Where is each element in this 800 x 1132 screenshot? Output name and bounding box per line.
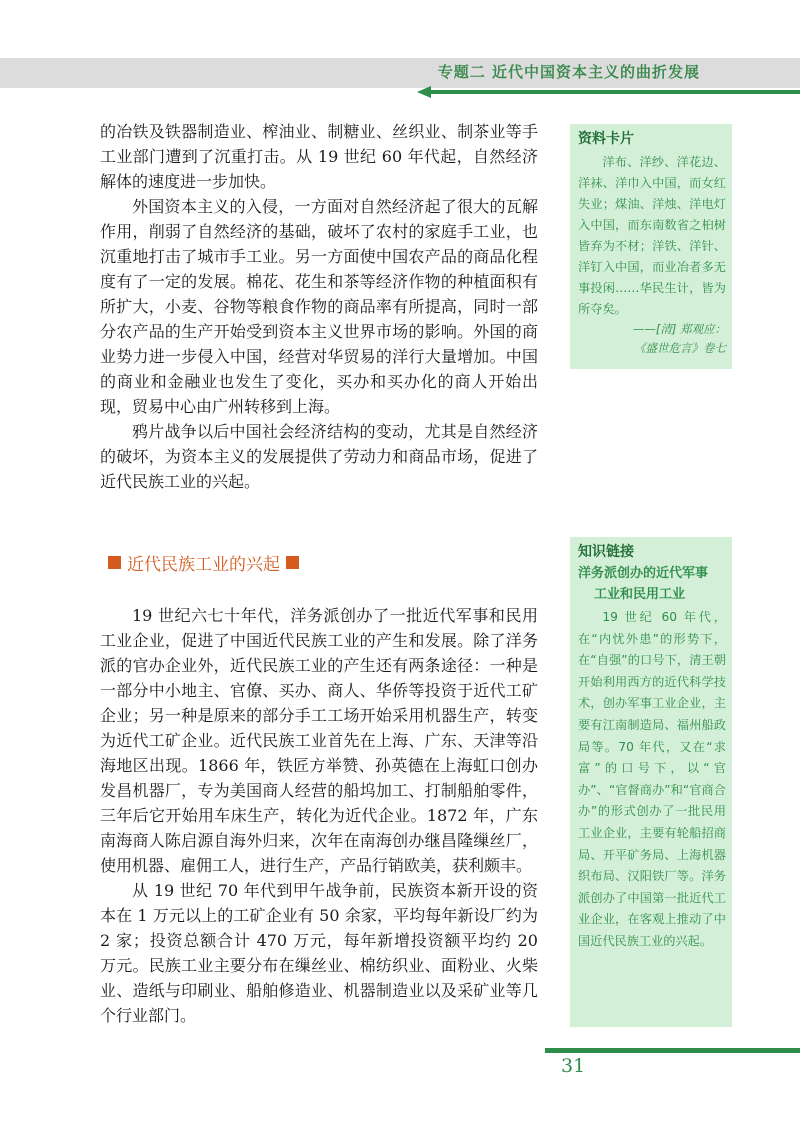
paragraph: 外国资本主义的入侵，一方面对自然经济起了很大的瓦解作用，削弱了自然经济的基础，破坏了农村的家庭手工业，也沉重地打击了城市手工业。另一方面使中国农产品的商品化程度有了一定的发展。棉花、花生和茶等经济作物的种植面积有所扩大，小麦、谷物等粮食作物的商品率有所提高，同时一部分农产品的生产开始受到资本主义世界市场的影响。外国的商业势力进一步侵入中国，经营对华贸易的洋行大量增加。中国的商业和金融业也发生了变化，买办和买办化的商人开始出现，贸易中心由广州转移到上海。 — [100, 197, 538, 416]
footer-rule — [545, 1048, 800, 1053]
knowledge-card-subtitle — [578, 563, 726, 605]
paragraph: 19 世纪六七十年代，洋务派创办了一批近代军事和民用工业企业，促进了中国近代民族工业的产生和发展。除了洋务派的官办企业外，近代民族工业的产生还有两条途径：一种是一部分中小地主、官僚、买办、商人、华侨等投资于近代工矿企业；另一种是原来的部分手工工场开始采用机器生产，转变为近代工矿企业。近代民族工业首先在上海、广东、天津等沿海地区出现。1866 年，铁匠方举赞、孙英德在上海虹口创办发昌机器厂，专为美国商人经营的船坞加工、打制船舶零件，三年后它开始用车床生产，转化为近代企业。1872 年，广东南海商人陈启源自海外归来，次年在南海创办继昌隆缫丝厂，使用机器、雇佣工人，进行生产，产品行销欧美，获利颇丰。 — [100, 606, 538, 875]
paragraph: 的冶铁及铁器制造业、榨油业、制糖业、丝织业、制茶业等手工业部门遭到了沉重打击。从 19 世纪 60 年代起，自然经济解体的速度进一步加快。 — [100, 122, 538, 191]
material-card-source: ——[清] 郑观应： — [632, 322, 726, 336]
section-heading — [102, 550, 305, 575]
square-bullet-icon — [108, 556, 121, 569]
header-arrow-icon — [417, 86, 431, 98]
material-card — [570, 124, 732, 369]
material-card-source: 《盛世危言》卷七 — [634, 341, 726, 355]
knowledge-card-body: 19 世纪 60 年代，在“内忧外患”的形势下，在“自强”的口号下，清王朝开始利用西方的近代科学技术，创办军事工业企业，主要有江南制造局、福州船政局等。70 年代，又在“求富”的口号下，以“官办”、“官督商办”和“官商合办”的形式创办了一批民用工业企业，主要有轮船招商局、开平矿务局、上海机器织布局、汉阳铁厂等。洋务派创办了中国第一批近代工业企业，在客观上推动了中国近代民族工业的兴起。 — [578, 610, 726, 948]
paragraph: 从 19 世纪 70 年代到甲午战争前，民族资本新开设的资本在 1 万元以上的工矿企业有 50 余家，平均每年新设厂约为 2 家；投资总额合计 470 万元，每年新增投资额平均约 20 万元。民族工业主要分布在缫丝业、棉纺织业、面粉业、火柴业、造纸与印刷业、船舶修造业、机器制造业以及采矿业等几个行业部门。 — [100, 881, 538, 1025]
knowledge-card-subtitle-line: 洋务派创办的近代军事 — [578, 566, 709, 581]
paragraph: 鸦片战争以后中国社会经济结构的变动，尤其是自然经济的破坏，为资本主义的发展提供了劳动力和商品市场，促进了近代民族工业的兴起。 — [100, 422, 538, 491]
knowledge-card — [570, 537, 732, 1027]
knowledge-card-title: 知识链接 — [578, 544, 634, 560]
material-card-title: 资料卡片 — [578, 131, 634, 147]
header-rule — [430, 90, 800, 94]
square-bullet-icon — [286, 556, 299, 569]
main-text-top — [100, 119, 538, 494]
knowledge-card-subtitle-line: 工业和民用工业 — [594, 587, 686, 602]
section-heading-text: 近代民族工业的兴起 — [127, 555, 280, 575]
main-text-bottom — [100, 603, 538, 1028]
page-number: 31 — [561, 1055, 586, 1077]
material-card-body: 洋布、洋纱、洋花边、洋袜、洋巾入中国，而女红失业；煤油、洋烛、洋电灯入中国，而东南数省之桕树皆弃为不材；洋铁、洋针、洋钉入中国，而业冶者多无事投闲……华民生计，皆为所夺矣。 — [578, 155, 726, 316]
chapter-title: 专题二 近代中国资本主义的曲折发展 — [437, 63, 700, 81]
